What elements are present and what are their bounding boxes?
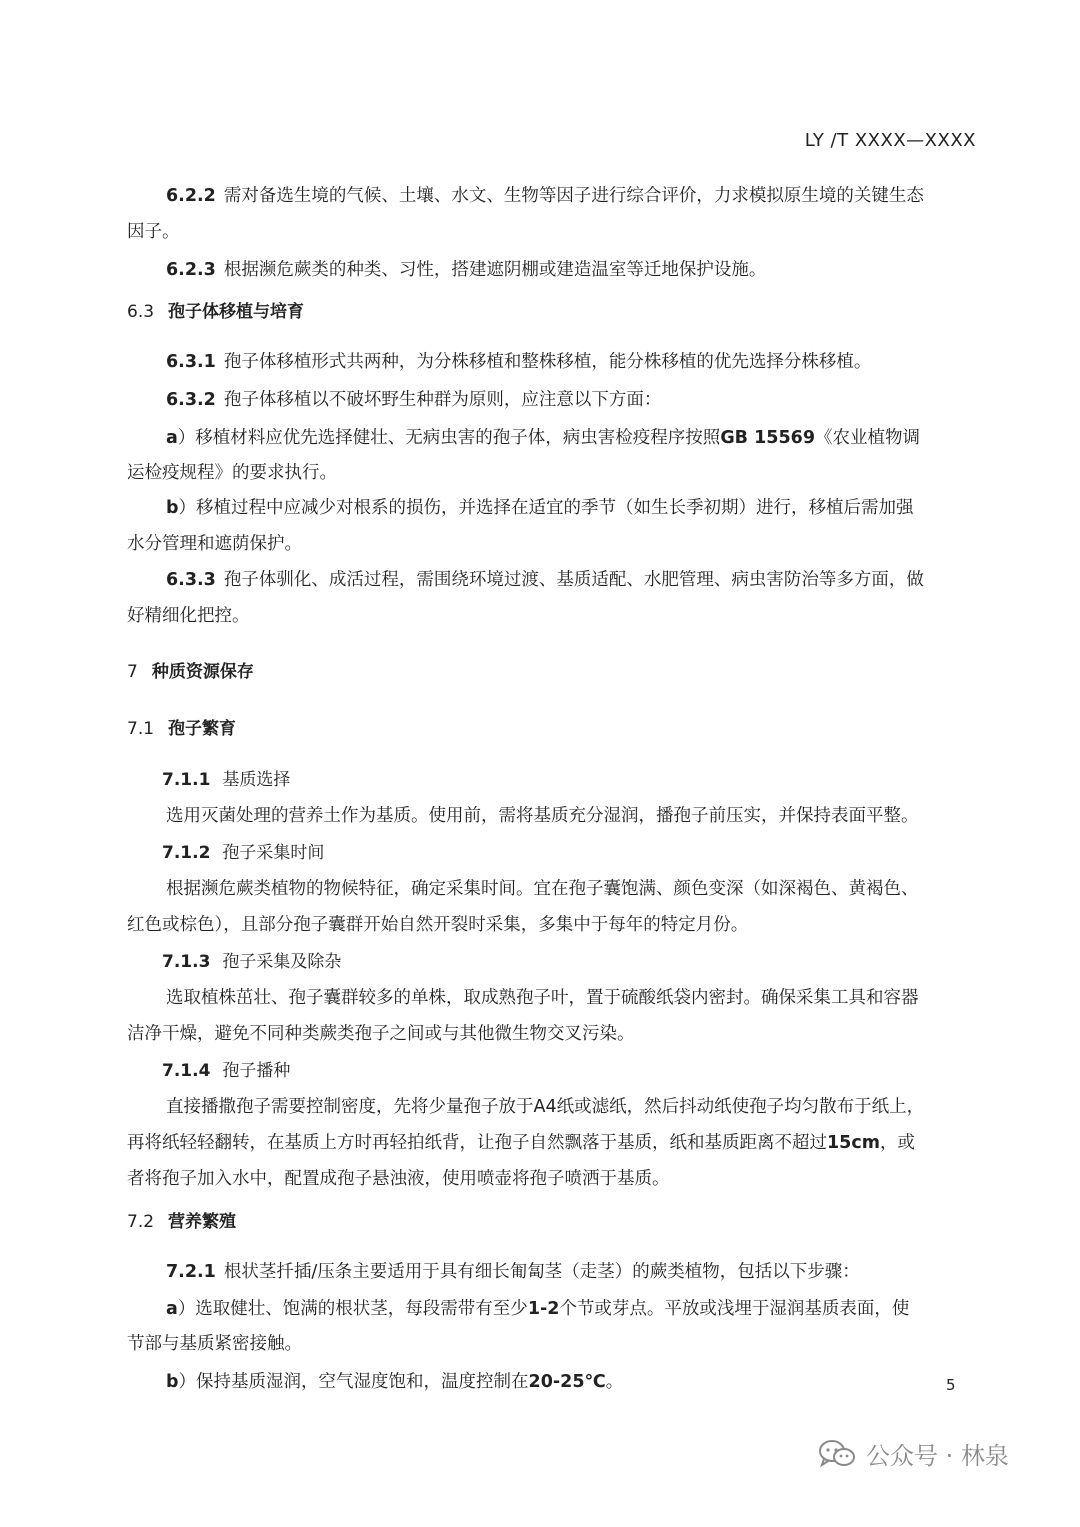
para-7-1-4-line2: 再将纸轻轻翻转，在基质上方时再轻拍纸背，让孢子自然飘落于基质，纸和基质距离不超过15cm，或 <box>127 1133 915 1153</box>
heading-7-1-3: 7.1.3 孢子采集及除杂 <box>162 952 342 972</box>
watermark <box>818 1436 1009 1471</box>
para-6-2-3: 6.2.3 根据濒危蕨类的种类、习性，搭建遮阴棚或建造温室等迁地保护设施。 <box>166 260 767 280</box>
item-7-2-1-b: b）保持基质湿润，空气湿度饱和，温度控制在20-25℃。 <box>166 1372 624 1392</box>
section-7-2-heading: 7.2 营养繁殖 <box>127 1212 237 1232</box>
watermark-text: 公众号 · 林泉 <box>866 1442 1009 1470</box>
para-6-3-3-line1: 6.3.3 孢子体驯化、成活过程，需围绕环境过渡、基质适配、水肥管理、病虫害防治等多方面，做 <box>166 570 924 590</box>
para-6-2-2-line1: 6.2.2 需对备选生境的气候、土壤、水文、生物等因子进行综合评价，力求模拟原生境的关键生态 <box>166 186 924 206</box>
heading-7-1-1: 7.1.1 基质选择 <box>162 770 291 790</box>
para-7-1-1: 选用灭菌处理的营养土作为基质。使用前，需将基质充分湿润，播孢子前压实，并保持表面平整。 <box>166 806 919 826</box>
wechat-icon <box>818 1439 856 1469</box>
item-7-2-1-a-line2: 节部与基质紧密接触。 <box>127 1334 302 1354</box>
para-7-1-4-line3: 者将孢子加入水中，配置成孢子悬浊液，使用喷壶将孢子喷洒于基质。 <box>127 1169 670 1189</box>
para-7-1-2-line2: 红色或棕色），且部分孢子囊群开始自然开裂时采集，多集中于每年的特定月份。 <box>127 915 749 935</box>
section-7-heading: 7 种质资源保存 <box>127 662 254 682</box>
para-6-3-2: 6.3.2 孢子体移植以不破坏野生种群为原则，应注意以下方面： <box>166 390 662 410</box>
page-number: 5 <box>946 1376 956 1394</box>
section-6-3-heading: 6.3 孢子体移植与培育 <box>127 302 305 322</box>
item-b-line2: 水分管理和遮荫保护。 <box>127 534 302 554</box>
item-b-line1: b）移植过程中应减少对根系的损伤，并选择在适宜的季节（如生长季初期）进行，移植后需加强 <box>166 498 914 518</box>
para-7-1-3-line2: 洁净干燥，避免不同种类蕨类孢子之间或与其他微生物交叉污染。 <box>127 1024 635 1044</box>
section-7-1-heading: 7.1 孢子繁育 <box>127 719 237 739</box>
item-a-line1: a）移植材料应优先选择健壮、无病虫害的孢子体，病虫害检疫程序按照GB 15569《农业植物调 <box>166 428 920 448</box>
para-7-1-3-line1: 选取植株茁壮、孢子囊群较多的单株，取成熟孢子叶，置于硫酸纸袋内密封。确保采集工具和容器 <box>166 988 919 1008</box>
para-6-2-2-line2: 因子。 <box>127 222 180 242</box>
heading-7-1-4: 7.1.4 孢子播种 <box>162 1061 291 1081</box>
para-7-1-4-line1: 直接播撒孢子需要控制密度，先将少量孢子放于A4纸或滤纸，然后抖动纸使孢子均匀散布于纸上， <box>166 1097 925 1117</box>
doc-code: LY /T XXXX—XXXX <box>804 130 976 151</box>
item-a-line2: 运检疫规程》的要求执行。 <box>127 463 337 483</box>
para-7-1-2-line1: 根据濒危蕨类植物的物候特征，确定采集时间。宜在孢子囊饱满、颜色变深（如深褐色、黄褐色、 <box>166 879 919 899</box>
heading-7-1-2: 7.1.2 孢子采集时间 <box>162 843 325 863</box>
para-6-3-1: 6.3.1 孢子体移植形式共两种，为分株移植和整株移植，能分株移植的优先选择分株移植。 <box>166 352 872 372</box>
item-7-2-1-a-line1: a）选取健壮、饱满的根状茎，每段需带有至少1-2个节或芽点。平放或浅埋于湿润基质表面，使 <box>166 1299 910 1319</box>
para-7-2-1: 7.2.1 根状茎扦插/压条主要适用于具有细长匍匐茎（走茎）的蕨类植物，包括以下步骤： <box>166 1262 860 1282</box>
para-6-3-3-line2: 好精细化把控。 <box>127 606 250 626</box>
